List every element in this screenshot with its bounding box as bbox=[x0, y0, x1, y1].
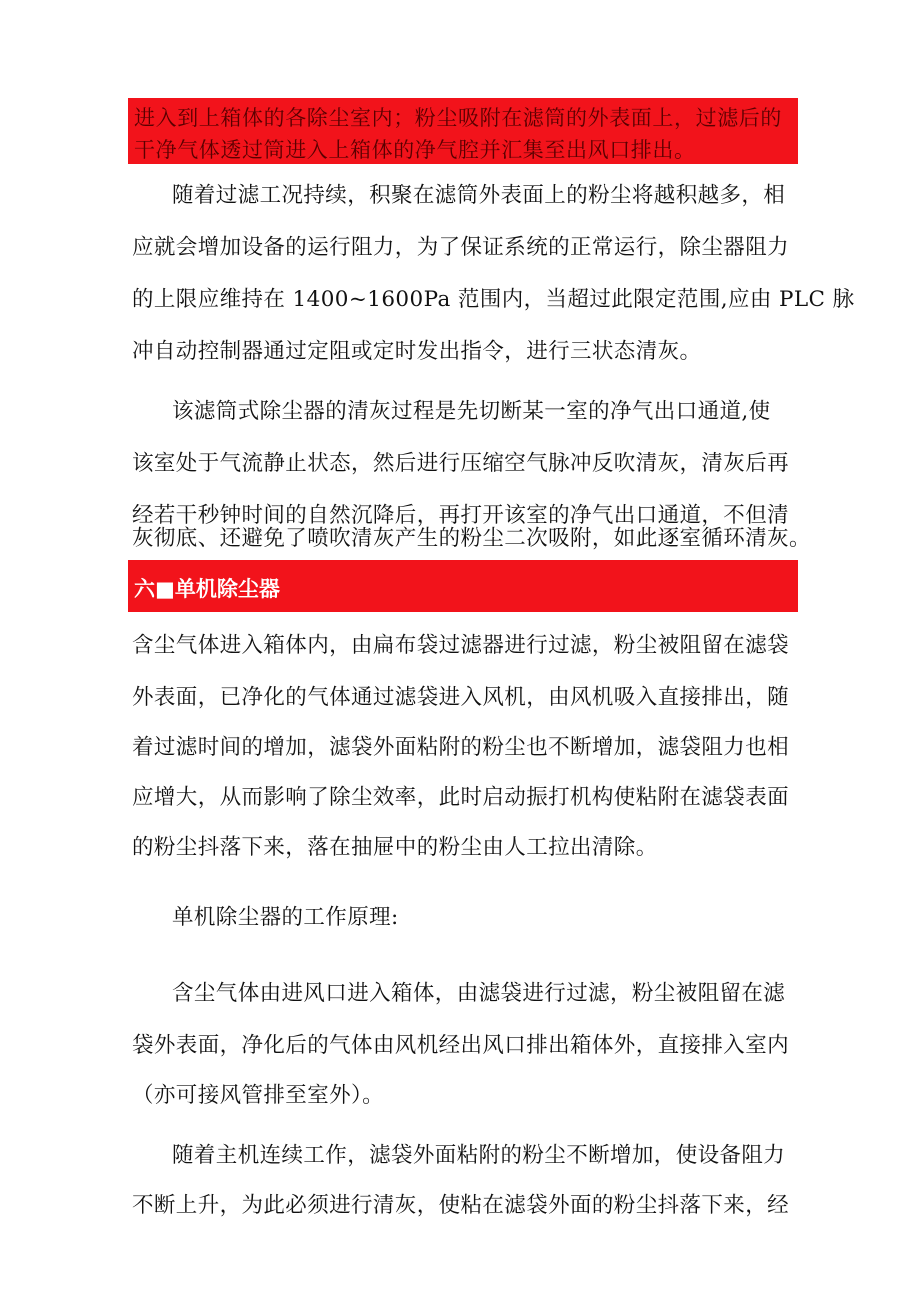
text-line: 该室处于气流静止状态，然后进行压缩空气脉冲反吹清灰，清灰后再 bbox=[132, 451, 790, 476]
text-line: 应就会增加设备的运行阻力，为了保证系统的正常运行，除尘器阻力 bbox=[132, 235, 790, 260]
text-line: 随着过滤工况持续，积聚在滤筒外表面上的粉尘将越积越多，相 bbox=[172, 183, 786, 208]
text-line: 袋外表面，净化后的气体由风机经出风口排出箱体外，直接排入室内 bbox=[132, 1033, 790, 1058]
text-line: 冲自动控制器通过定阻或定时发出指令，进行三状态清灰。 bbox=[132, 339, 702, 364]
text-line: 灰彻底、还避免了喷吹清灰产生的粉尘二次吸附，如此逐室循环清灰。 bbox=[132, 526, 811, 551]
text-line: 含尘气体进入箱体内，由扁布袋过滤器进行过滤，粉尘被阻留在滤袋 bbox=[132, 633, 790, 658]
text-line: 应增大，从而影响了除尘效率，此时启动振打机构使粘附在滤袋表面 bbox=[132, 785, 790, 810]
text-line: 不断上升，为此必须进行清灰，使粘在滤袋外面的粉尘抖落下来，经 bbox=[132, 1193, 790, 1218]
text-line: （亦可接风管排至室外）。 bbox=[132, 1083, 385, 1108]
section-heading-band bbox=[128, 560, 798, 612]
section-heading: 六■单机除尘器 bbox=[134, 577, 280, 601]
text-line: 含尘气体由进风口进入箱体，由滤袋进行过滤，粉尘被阻留在滤 bbox=[172, 981, 786, 1006]
text-line: 进入到上箱体的各除尘室内；粉尘吸附在滤筒的外表面上，过滤后的 bbox=[134, 106, 782, 130]
highlighted-intro bbox=[128, 98, 798, 164]
text-line: 干净气体透过筒进入上箱体的净气腔并汇集至出风口排出。 bbox=[134, 138, 696, 162]
text-line: 的上限应维持在 1400~1600Pa 范围内，当超过此限定范围,应由 PLC 脉 bbox=[132, 287, 855, 312]
text-line: 的粉尘抖落下来，落在抽屉中的粉尘由人工拉出清除。 bbox=[132, 835, 658, 860]
text-line: 该滤筒式除尘器的清灰过程是先切断某一室的净气出口通道,使 bbox=[172, 399, 771, 424]
text-line: 外表面，已净化的气体通过滤袋进入风机，由风机吸入直接排出，随 bbox=[132, 685, 790, 710]
subheading: 单机除尘器的工作原理: bbox=[172, 905, 399, 930]
text-line: 随着主机连续工作，滤袋外面粘附的粉尘不断增加，使设备阻力 bbox=[172, 1143, 786, 1168]
text-line: 着过滤时间的增加，滤袋外面粘附的粉尘也不断增加，滤袋阻力也相 bbox=[132, 735, 790, 760]
text-line: 经若干秒钟时间的自然沉降后，再打开该室的净气出口通道，不但清 bbox=[132, 503, 790, 528]
